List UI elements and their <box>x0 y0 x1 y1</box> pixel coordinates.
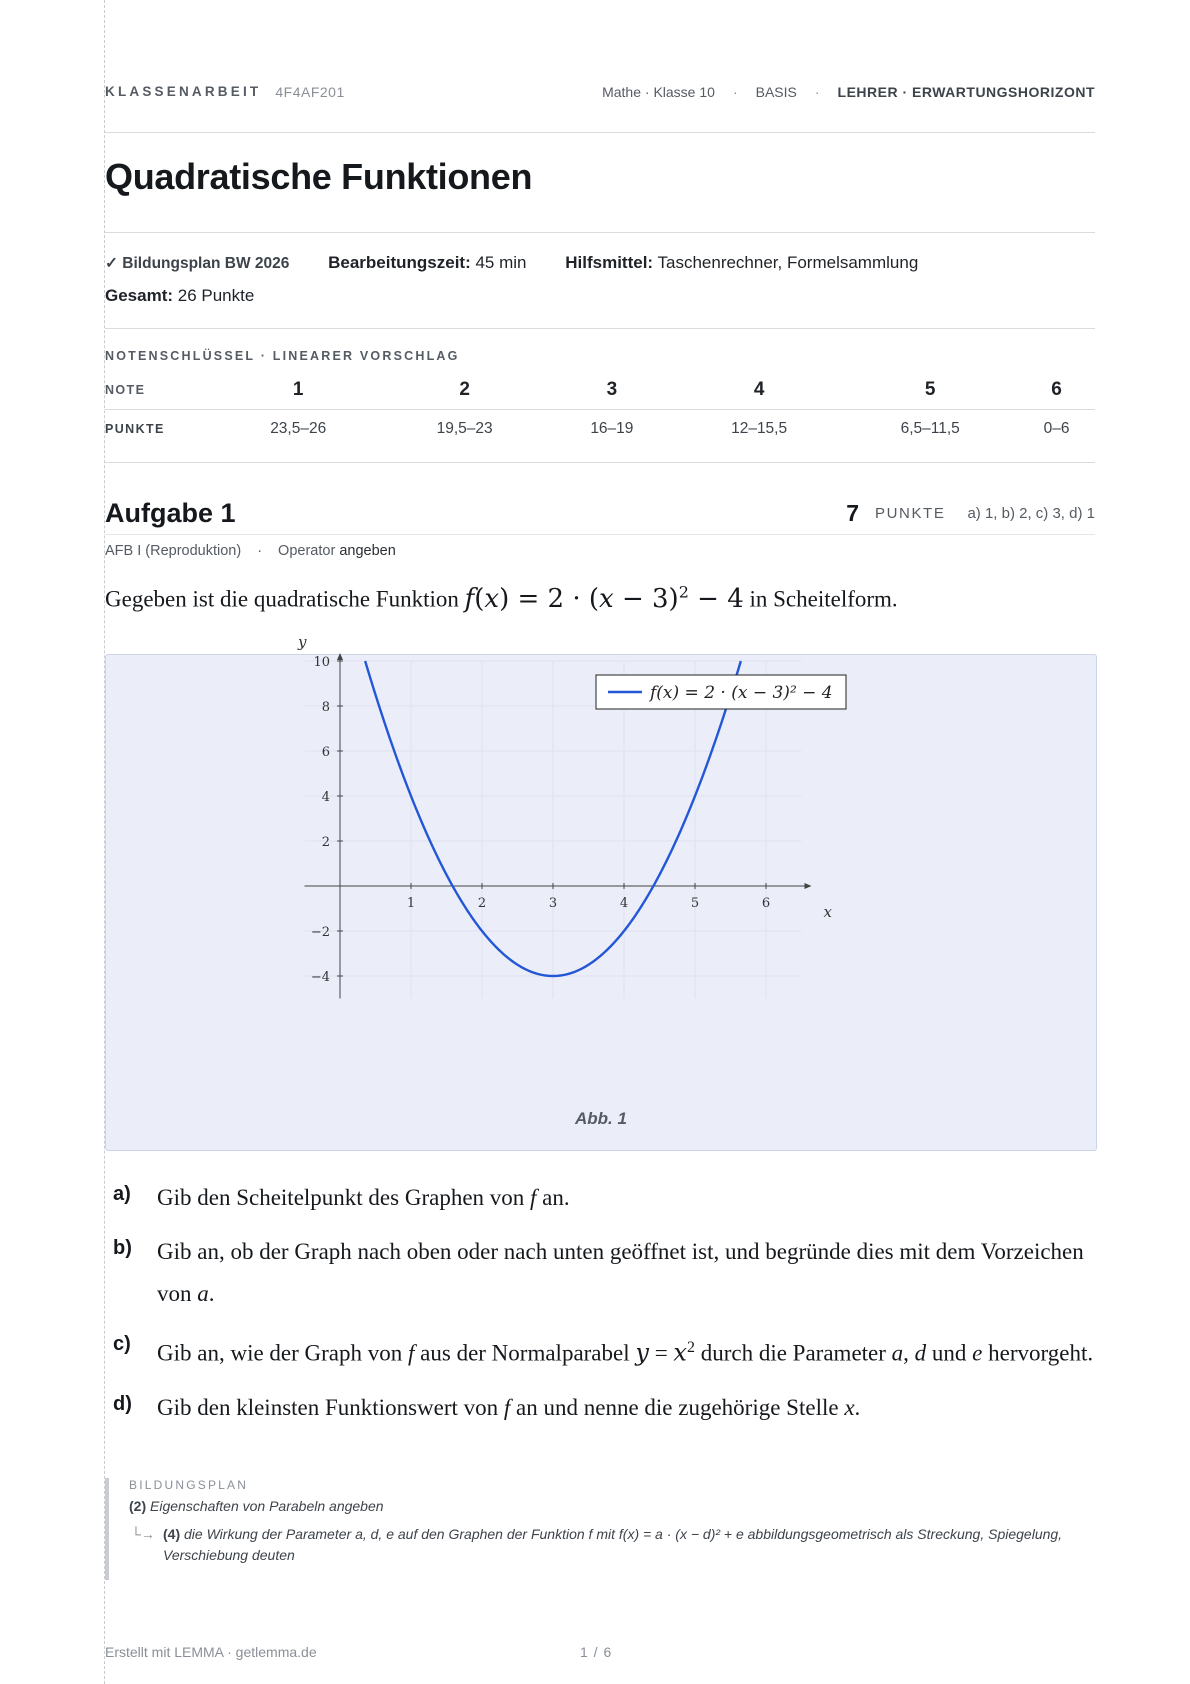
separator: · <box>732 84 738 100</box>
divider <box>105 462 1095 463</box>
level: BASIS <box>755 84 797 100</box>
subtask-a: a) Gib den Scheitelpunkt des Graphen von f an. <box>113 1183 570 1210</box>
points-label: PUNKTE <box>874 504 946 522</box>
figure-caption: Abb. 1 <box>575 1109 627 1128</box>
bildungsplan-item: (2) Eigenschaften von Parabeln angeben <box>129 1498 384 1514</box>
page-number: 1 / 6 <box>580 1644 613 1660</box>
punkte-label: PUNKTE <box>105 422 165 436</box>
x-tick-label: 4 <box>619 896 629 911</box>
grading-table <box>105 371 1095 448</box>
header-info <box>602 84 1095 100</box>
operator: angeben <box>339 543 396 559</box>
role: LEHRER · ERWARTUNGSHORIZONT <box>837 84 1095 100</box>
y-tick-label: 2 <box>321 835 330 850</box>
gesamt: Gesamt: 26 Punkte <box>105 286 255 305</box>
function-plot <box>106 633 1096 1105</box>
separator: · <box>814 84 820 100</box>
bildungsplan-label: BILDUNGSPLAN <box>129 1478 249 1492</box>
zeit: Bearbeitungszeit: 45 min <box>328 253 527 272</box>
task-header <box>105 492 1095 535</box>
y-tick-label: 10 <box>313 655 330 670</box>
x-tick-label: 5 <box>690 896 700 911</box>
legend <box>596 675 846 709</box>
y-axis-label: y <box>298 633 307 651</box>
x-axis-arrow <box>805 883 812 889</box>
meta-info <box>105 232 1095 312</box>
task-intro: Gegeben ist die quadratische Funktion $f(x) = 2 \cdot (x - 3)^2 - 4$ in Scheitelform. <box>105 582 898 614</box>
task-title: Aufgabe 1 <box>105 497 236 528</box>
x-tick-label: 2 <box>477 896 487 911</box>
legend-label: f(x) = 2 · (x − 3)² − 4 <box>650 683 833 703</box>
operator-label: Operator <box>278 543 336 559</box>
page-title: Quadratische Funktionen <box>105 156 533 197</box>
doc-type: KLASSENARBEIT <box>105 84 262 99</box>
task-points: 7 <box>846 499 859 526</box>
x-tick-label: 3 <box>548 896 558 911</box>
x-tick-label: 1 <box>406 896 416 911</box>
points-cell: 12–15,5 <box>731 420 788 437</box>
points-cell: 16–19 <box>590 420 634 437</box>
note-cell: 4 <box>676 371 842 410</box>
note-cell: 1 <box>215 371 381 410</box>
y-tick-label: 4 <box>321 790 330 805</box>
grading-key <box>105 328 1095 448</box>
afb-level: AFB I (Reproduktion) <box>105 543 242 559</box>
x-tick-label: 6 <box>761 896 771 911</box>
function-formula: $f(x) = 2 \cdot (x - 3)^2 - 4$ <box>464 582 744 614</box>
bildungsplan-box <box>105 1478 1119 1580</box>
bildungsplan-subitem: └→ (4) die Wirkung der Parameter a, d, e auf den Graphen der Funktion f mit f(x) = a · (x − d)² + e abbildungsgeometrisch als Streckung, Spiegelung, Verschiebung deuten <box>131 1526 1063 1563</box>
subject: Mathe · Klasse 10 <box>602 84 715 100</box>
subtask-d: d) Gib den kleinsten Funktionswert von f an und nenne die zugehörige Stelle x. <box>113 1392 861 1420</box>
subtask-c: c) Gib an, wie der Graph von f aus der Normalparabel $y = x^2$ durch die Parameter a, d und e hervorgeht. <box>113 1333 1094 1367</box>
x-axis-label: x <box>823 903 832 921</box>
note-cell: 5 <box>842 371 1018 410</box>
subtask-b: b) Gib an, ob der Graph nach oben oder nach unten geöffnet ist, und begründe dies mit dem Vorzeichen von a. <box>113 1237 1084 1306</box>
bildungsplan-badge: ✓ Bildungsplan BW 2026 <box>105 255 290 272</box>
page <box>104 0 1095 1684</box>
y-tick-label: −2 <box>310 925 330 940</box>
y-tick-label: 8 <box>321 700 330 715</box>
points-breakdown: a) 1, b) 2, c) 3, d) 1 <box>967 504 1095 522</box>
y-tick-label: −4 <box>310 970 330 985</box>
subtasks <box>105 1177 1095 1441</box>
points-cell: 0–6 <box>1043 420 1070 437</box>
y-tick-label: 6 <box>321 745 330 760</box>
task-meta: AFB I (Reproduktion) · Operator angeben <box>105 543 396 559</box>
points-cell: 23,5–26 <box>270 420 327 437</box>
page-header <box>105 84 1095 133</box>
doc-code: 4F4AF201 <box>275 84 345 100</box>
y-axis-arrow <box>337 653 343 660</box>
note-cell: 6 <box>1018 371 1095 410</box>
note-cell: 3 <box>548 371 676 410</box>
footer-credit: Erstellt mit LEMMA · getlemma.de <box>105 1644 317 1660</box>
note-cell: 2 <box>381 371 547 410</box>
page-footer <box>105 1644 1095 1660</box>
points-cell: 6,5–11,5 <box>900 420 960 437</box>
arrow-icon: └→ <box>131 1526 155 1542</box>
points-cell: 19,5–23 <box>436 420 493 437</box>
figure <box>105 633 1097 1151</box>
grading-label: NOTENSCHLÜSSEL · LINEARER VORSCHLAG <box>105 349 460 363</box>
hilfsmittel: Hilfsmittel: Taschenrechner, Formelsammlung <box>565 253 919 272</box>
note-label: NOTE <box>105 371 215 410</box>
